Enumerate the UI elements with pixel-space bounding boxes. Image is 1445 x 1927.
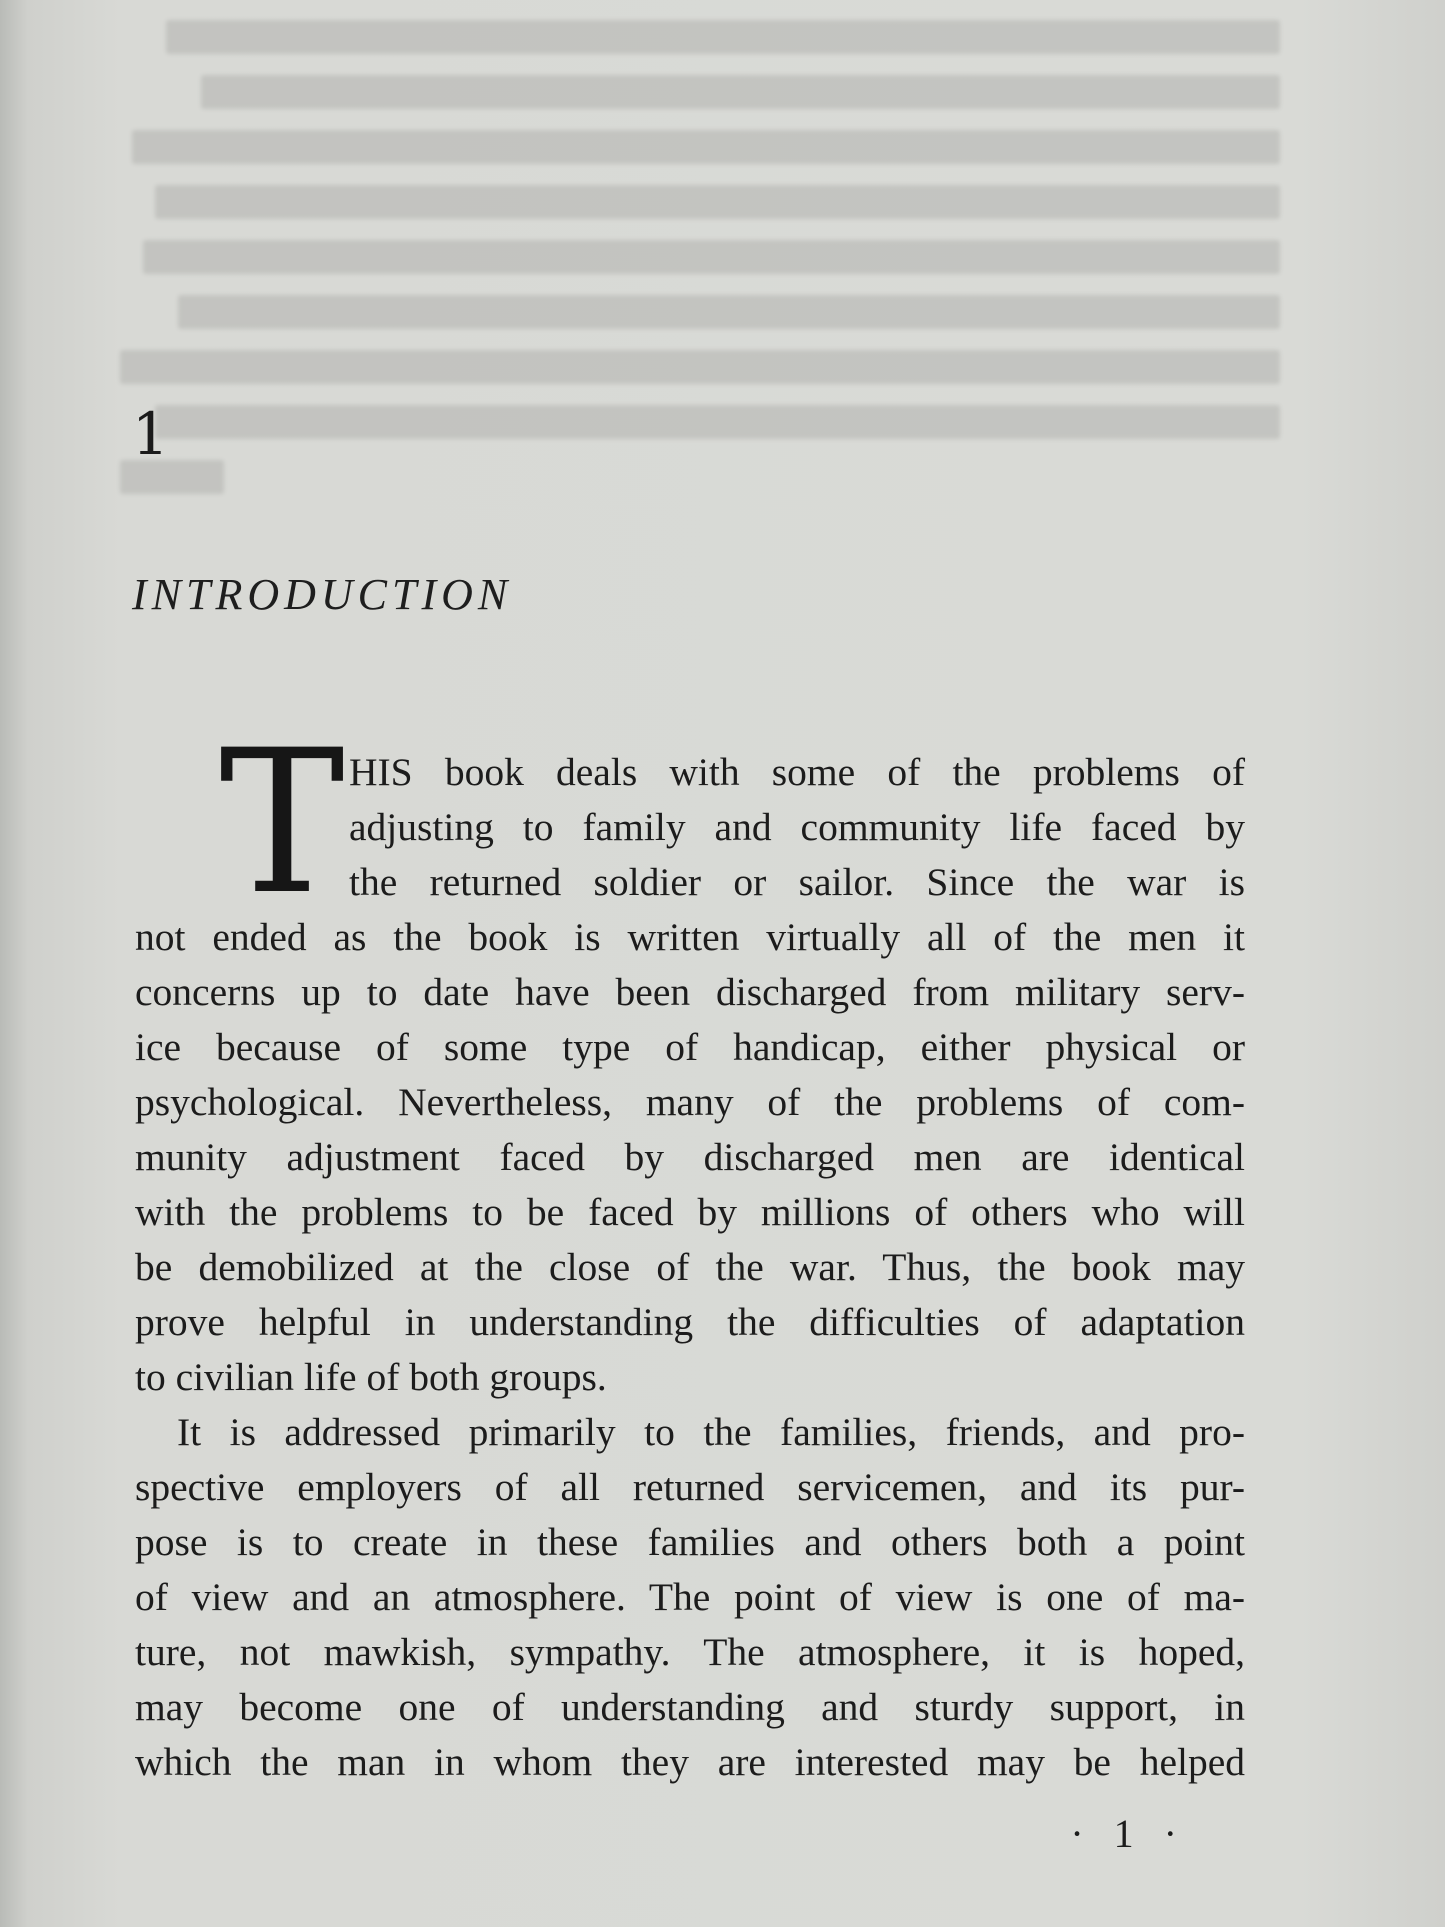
text-line: prove helpful in understanding the difficulties of adaptation	[135, 1300, 1245, 1344]
text-line: psychological. Nevertheless, many of the problems of com-	[135, 1080, 1245, 1124]
reverse-side-show-through	[120, 20, 1280, 580]
text-line: the returned soldier or sailor. Since the war is	[349, 860, 1245, 904]
text-line: with the problems to be faced by millions of others who will	[135, 1190, 1245, 1234]
text-line: of view and an atmosphere. The point of view is one of ma-	[135, 1575, 1245, 1619]
chapter-title: INTRODUCTION	[132, 570, 513, 619]
text-line: which the man in whom they are interested may be helped	[135, 1740, 1245, 1784]
text-line: munity adjustment faced by discharged men are identical	[135, 1135, 1245, 1179]
text-line: not ended as the book is written virtually all of the men it	[135, 915, 1245, 959]
text-line: may become one of understanding and sturdy support, in	[135, 1685, 1245, 1729]
paragraph-1	[135, 707, 1245, 1405]
body-text	[135, 707, 1245, 1790]
chapter-number: 1	[132, 400, 169, 468]
text-line: HIS book deals with some of the problems of	[349, 750, 1245, 794]
text-line: to civilian life of both groups.	[135, 1355, 607, 1399]
text-line: pose is to create in these families and others both a point	[135, 1520, 1245, 1564]
text-line: It is addressed primarily to the families, friends, and pro-	[177, 1410, 1245, 1454]
text-line: concerns up to date have been discharged from military serv-	[135, 970, 1245, 1014]
text-line: adjusting to family and community life faced by	[349, 805, 1245, 849]
drop-cap-letter: T	[219, 707, 345, 938]
text-line: ice because of some type of handicap, either physical or	[135, 1025, 1245, 1069]
page-number: · 1 ·	[1070, 1811, 1187, 1856]
text-line: ture, not mawkish, sympathy. The atmosphere, it is hoped,	[135, 1630, 1245, 1674]
text-line: be demobilized at the close of the war. Thus, the book may	[135, 1245, 1245, 1289]
text-line: spective employers of all returned servicemen, and its pur-	[135, 1465, 1245, 1509]
paragraph-2	[135, 1405, 1245, 1790]
